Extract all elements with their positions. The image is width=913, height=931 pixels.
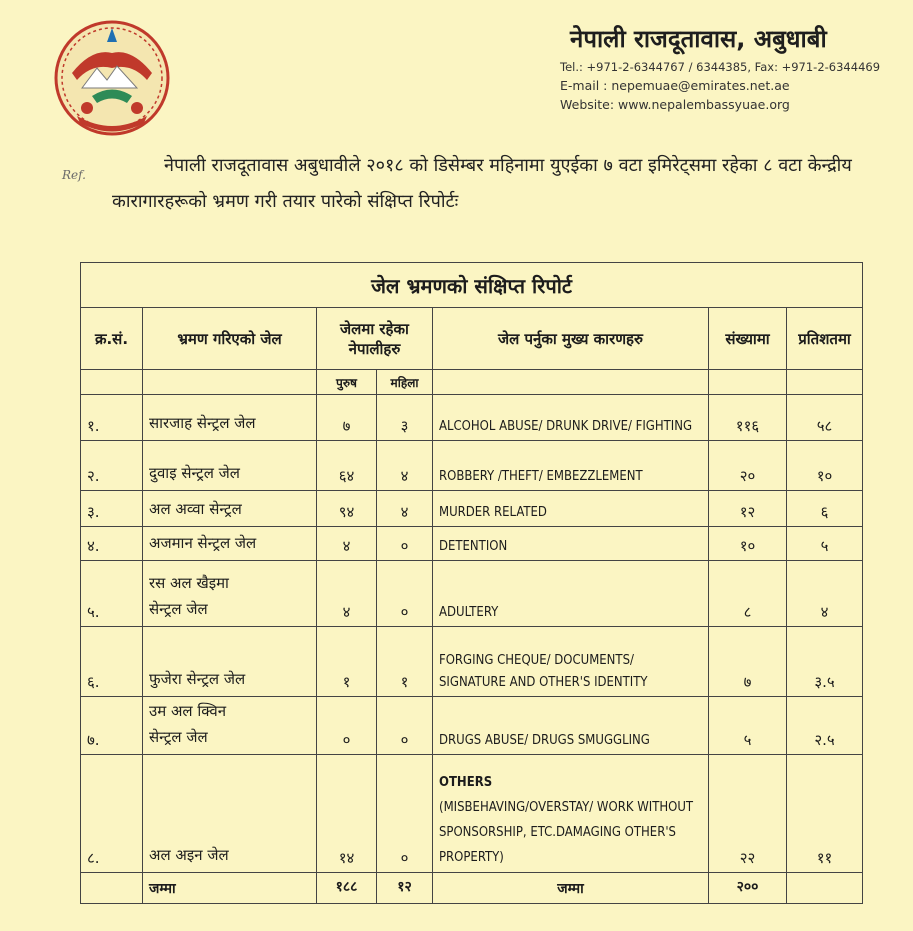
embassy-name: नेपाली राजदूतावास, अबुधाबी xyxy=(570,25,827,53)
row-percent: ३.५ xyxy=(787,627,863,697)
row-jail-line2: सेन्ट्रल जेल xyxy=(149,728,208,746)
header-female: महिला xyxy=(377,370,433,395)
row-female: ० xyxy=(377,561,433,627)
row-sn: ३. xyxy=(81,491,143,527)
table-row xyxy=(81,697,863,755)
row-reason: DETENTION xyxy=(433,527,709,561)
row-male: ४ xyxy=(317,527,377,561)
total-label: जम्मा xyxy=(143,873,317,904)
row-reason xyxy=(433,755,709,873)
row-count: २२ xyxy=(709,755,787,873)
row-count: ७ xyxy=(709,627,787,697)
row-sn: ८. xyxy=(81,755,143,873)
subheader-blank xyxy=(143,370,317,395)
nepal-emblem-logo xyxy=(52,18,172,138)
row-reason: DRUGS ABUSE/ DRUGS SMUGGLING xyxy=(433,697,709,755)
row-jail-line1: रस अल खैइमा xyxy=(149,574,229,592)
row-count: १० xyxy=(709,527,787,561)
header-nepalis: जेलमा रहेका नेपालीहरु xyxy=(317,308,433,370)
row-reason: ROBBERY /THEFT/ EMBEZZLEMENT xyxy=(433,441,709,491)
table-row xyxy=(81,627,863,697)
row-percent: ११ xyxy=(787,755,863,873)
total-blank xyxy=(787,873,863,904)
table-row xyxy=(81,395,863,441)
row-jail: दुवाइ सेन्ट्रल जेल xyxy=(143,441,317,491)
row-reason: FORGING CHEQUE/ DOCUMENTS/ SIGNATURE AND OTHER'S IDENTITY xyxy=(433,627,709,697)
row-percent: ४ xyxy=(787,561,863,627)
total-label-2: जम्मा xyxy=(433,873,709,904)
row-female: १ xyxy=(377,627,433,697)
row-reason: ALCOHOL ABUSE/ DRUNK DRIVE/ FIGHTING xyxy=(433,395,709,441)
row-sn: ४. xyxy=(81,527,143,561)
row-reason-detail: (MISBEHAVING/OVERSTAY/ WORK WITHOUT SPONSORSHIP, ETC.DAMAGING OTHER'S PROPERTY) xyxy=(439,800,694,865)
subheader-blank xyxy=(81,370,143,395)
row-jail: अजमान सेन्ट्रल जेल xyxy=(143,527,317,561)
total-count: २०० xyxy=(709,873,787,904)
header-reason: जेल पर्नुका मुख्य कारणहरु xyxy=(433,308,709,370)
row-reason: ADULTERY xyxy=(433,561,709,627)
table-row xyxy=(81,561,863,627)
contact-tel-fax: Tel.: +971-2-6344767 / 6344385, Fax: +971-2-6344469 xyxy=(560,60,881,74)
row-count: ५ xyxy=(709,697,787,755)
header-count: संख्यामा xyxy=(709,308,787,370)
row-sn: ७. xyxy=(81,697,143,755)
intro-text: नेपाली राजदूतावास अबुधावीले २०१८ को डिसेम्बर महिनामा युएईका ७ वटा इमिरेट्समा रहेका ८ वटा केन्द्रीय कारागारहरूको भ्रमण गरी तयार पारेको संक्षिप्त रिपोर्टः xyxy=(112,155,852,212)
contact-email: E-mail : nepemuae@emirates.net.ae xyxy=(560,78,790,93)
row-jail: सारजाह सेन्ट्रल जेल xyxy=(143,395,317,441)
row-jail: अल अव्वा सेन्ट्रल xyxy=(143,491,317,527)
row-reason: MURDER RELATED xyxy=(433,491,709,527)
subheader-blank xyxy=(433,370,709,395)
subheader-blank xyxy=(709,370,787,395)
ref-label: Ref. xyxy=(62,168,86,182)
row-count: २० xyxy=(709,441,787,491)
row-jail xyxy=(143,697,317,755)
header-jail: भ्रमण गरिएको जेल xyxy=(143,308,317,370)
row-female: ४ xyxy=(377,491,433,527)
row-male: ४ xyxy=(317,561,377,627)
header-male: पुरुष xyxy=(317,370,377,395)
row-female: ० xyxy=(377,697,433,755)
row-reason-heading: OTHERS xyxy=(439,775,493,790)
row-female: ३ xyxy=(377,395,433,441)
table-row xyxy=(81,755,863,873)
row-percent: १० xyxy=(787,441,863,491)
row-percent: २.५ xyxy=(787,697,863,755)
row-sn: ६. xyxy=(81,627,143,697)
row-count: १२ xyxy=(709,491,787,527)
row-sn: ५. xyxy=(81,561,143,627)
jail-visit-report-table xyxy=(80,262,863,904)
row-sn: २. xyxy=(81,441,143,491)
total-male: १८८ xyxy=(317,873,377,904)
total-female: १२ xyxy=(377,873,433,904)
total-row xyxy=(81,873,863,904)
intro-paragraph xyxy=(112,148,872,220)
row-male: ७ xyxy=(317,395,377,441)
contact-website: Website: www.nepalembassyuae.org xyxy=(560,97,790,112)
row-jail xyxy=(143,561,317,627)
row-male: ९४ xyxy=(317,491,377,527)
row-jail: फुजेरा सेन्ट्रल जेल xyxy=(143,627,317,697)
table-row xyxy=(81,441,863,491)
row-jail-line1: उम अल क्विन xyxy=(149,702,227,720)
row-jail: अल अइन जेल xyxy=(143,755,317,873)
row-female: ४ xyxy=(377,441,433,491)
row-percent: ५८ xyxy=(787,395,863,441)
table-row xyxy=(81,491,863,527)
row-percent: ५ xyxy=(787,527,863,561)
total-blank xyxy=(81,873,143,904)
row-male: ० xyxy=(317,697,377,755)
row-male: १ xyxy=(317,627,377,697)
row-percent: ६ xyxy=(787,491,863,527)
row-male: ६४ xyxy=(317,441,377,491)
row-count: ८ xyxy=(709,561,787,627)
table-row xyxy=(81,527,863,561)
row-female: ० xyxy=(377,755,433,873)
header-percent: प्रतिशतमा xyxy=(787,308,863,370)
row-jail-line2: सेन्ट्रल जेल xyxy=(149,600,208,618)
row-sn: १. xyxy=(81,395,143,441)
subheader-blank xyxy=(787,370,863,395)
table-title: जेल भ्रमणको संक्षिप्त रिपोर्ट xyxy=(81,263,863,308)
row-female: ० xyxy=(377,527,433,561)
row-count: ११६ xyxy=(709,395,787,441)
header-sn: क्र.सं. xyxy=(81,308,143,370)
row-male: १४ xyxy=(317,755,377,873)
